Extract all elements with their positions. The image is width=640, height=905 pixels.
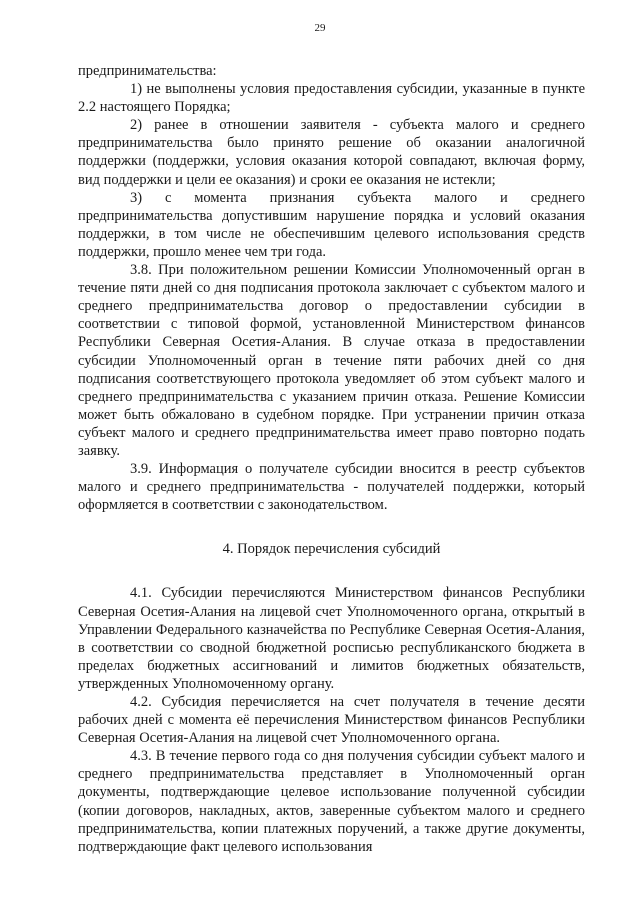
paragraph: 3.9. Информация о получателе субсидии вносится в реестр субъектов малого и среднего предпринимательства - получателей поддержки, который оформляется в соответствии с законодательством. xyxy=(78,461,585,514)
paragraph: предпринимательства: xyxy=(78,63,217,79)
paragraph: 3) с момента признания субъекта малого и среднего предпринимательства допустившим нарушение порядка и условий оказания поддержки, в том числе не обеспечившим целевого использования средств поддержки, прошло менее чем три года. xyxy=(78,189,585,260)
paragraph: 3.8. При положительном решении Комиссии Уполномоченный орган в течение пяти дней со дня подписания протокола заключает с субъектом малого и среднего предпринимательства договор о предоставлении субсидии в соответствии с типовой формой, установленной Министерством финансов Республики Северная Осетия-Алания. В случае отказа в предоставлении субсидии Уполномоченный орган в течение пяти рабочих дней со дня подписания соответствующего протокола уведомляет об этом субъект малого и среднего предпринимательства с указанием причин отказа. Решение Комиссии может быть обжаловано в судебном порядке. При устранении причин отказа субъект малого и среднего предпринимательства имеет право повторно подать заявку. xyxy=(78,262,585,459)
paragraph: 4.1. Субсидии перечисляются Министерством финансов Республики Северная Осетия-Алания на лицевой счет Уполномоченного органа, открытый в Управлении Федерального казначейства по Республике Северная Осетия-Алания, в соответствии со сводной бюджетной росписью республиканского бюджета в пределах бюджетных ассигнований и лимитов бюджетных обязательств, утвержденных Уполномоченному органу. xyxy=(78,585,585,692)
page-number: 29 xyxy=(314,22,326,34)
document-body xyxy=(78,62,585,856)
paragraph: 2) ранее в отношении заявителя - субъекта малого и среднего предпринимательства было принято решение об оказании аналогичной поддержки (поддержки, условия оказания которой совпадают, включая форму, вид поддержки и цели ее оказания) и сроки ее оказания не истекли; xyxy=(78,117,585,188)
paragraph: 1) не выполнены условия предоставления субсидии, указанные в пункте 2.2 настоящего Порядка; xyxy=(78,81,585,116)
section-heading: 4. Порядок перечисления субсидий xyxy=(222,541,441,558)
paragraph: 4.3. В течение первого года со дня получения субсидии субъект малого и среднего предпринимательства представляет в Уполномоченный орган документы, подтверждающие целевое использование полученной субсидии (копии договоров, накладных, актов, заверенные субъектом малого и среднего предпринимательства, копии платежных поручений, а также другие документы, подтверждающие факт целевого использования xyxy=(78,748,585,855)
paragraph: 4.2. Субсидия перечисляется на счет получателя в течение десяти рабочих дней с момента её перечисления Министерством финансов Республики Северная Осетия-Алания на лицевой счет Уполномоченного органа. xyxy=(78,694,585,747)
